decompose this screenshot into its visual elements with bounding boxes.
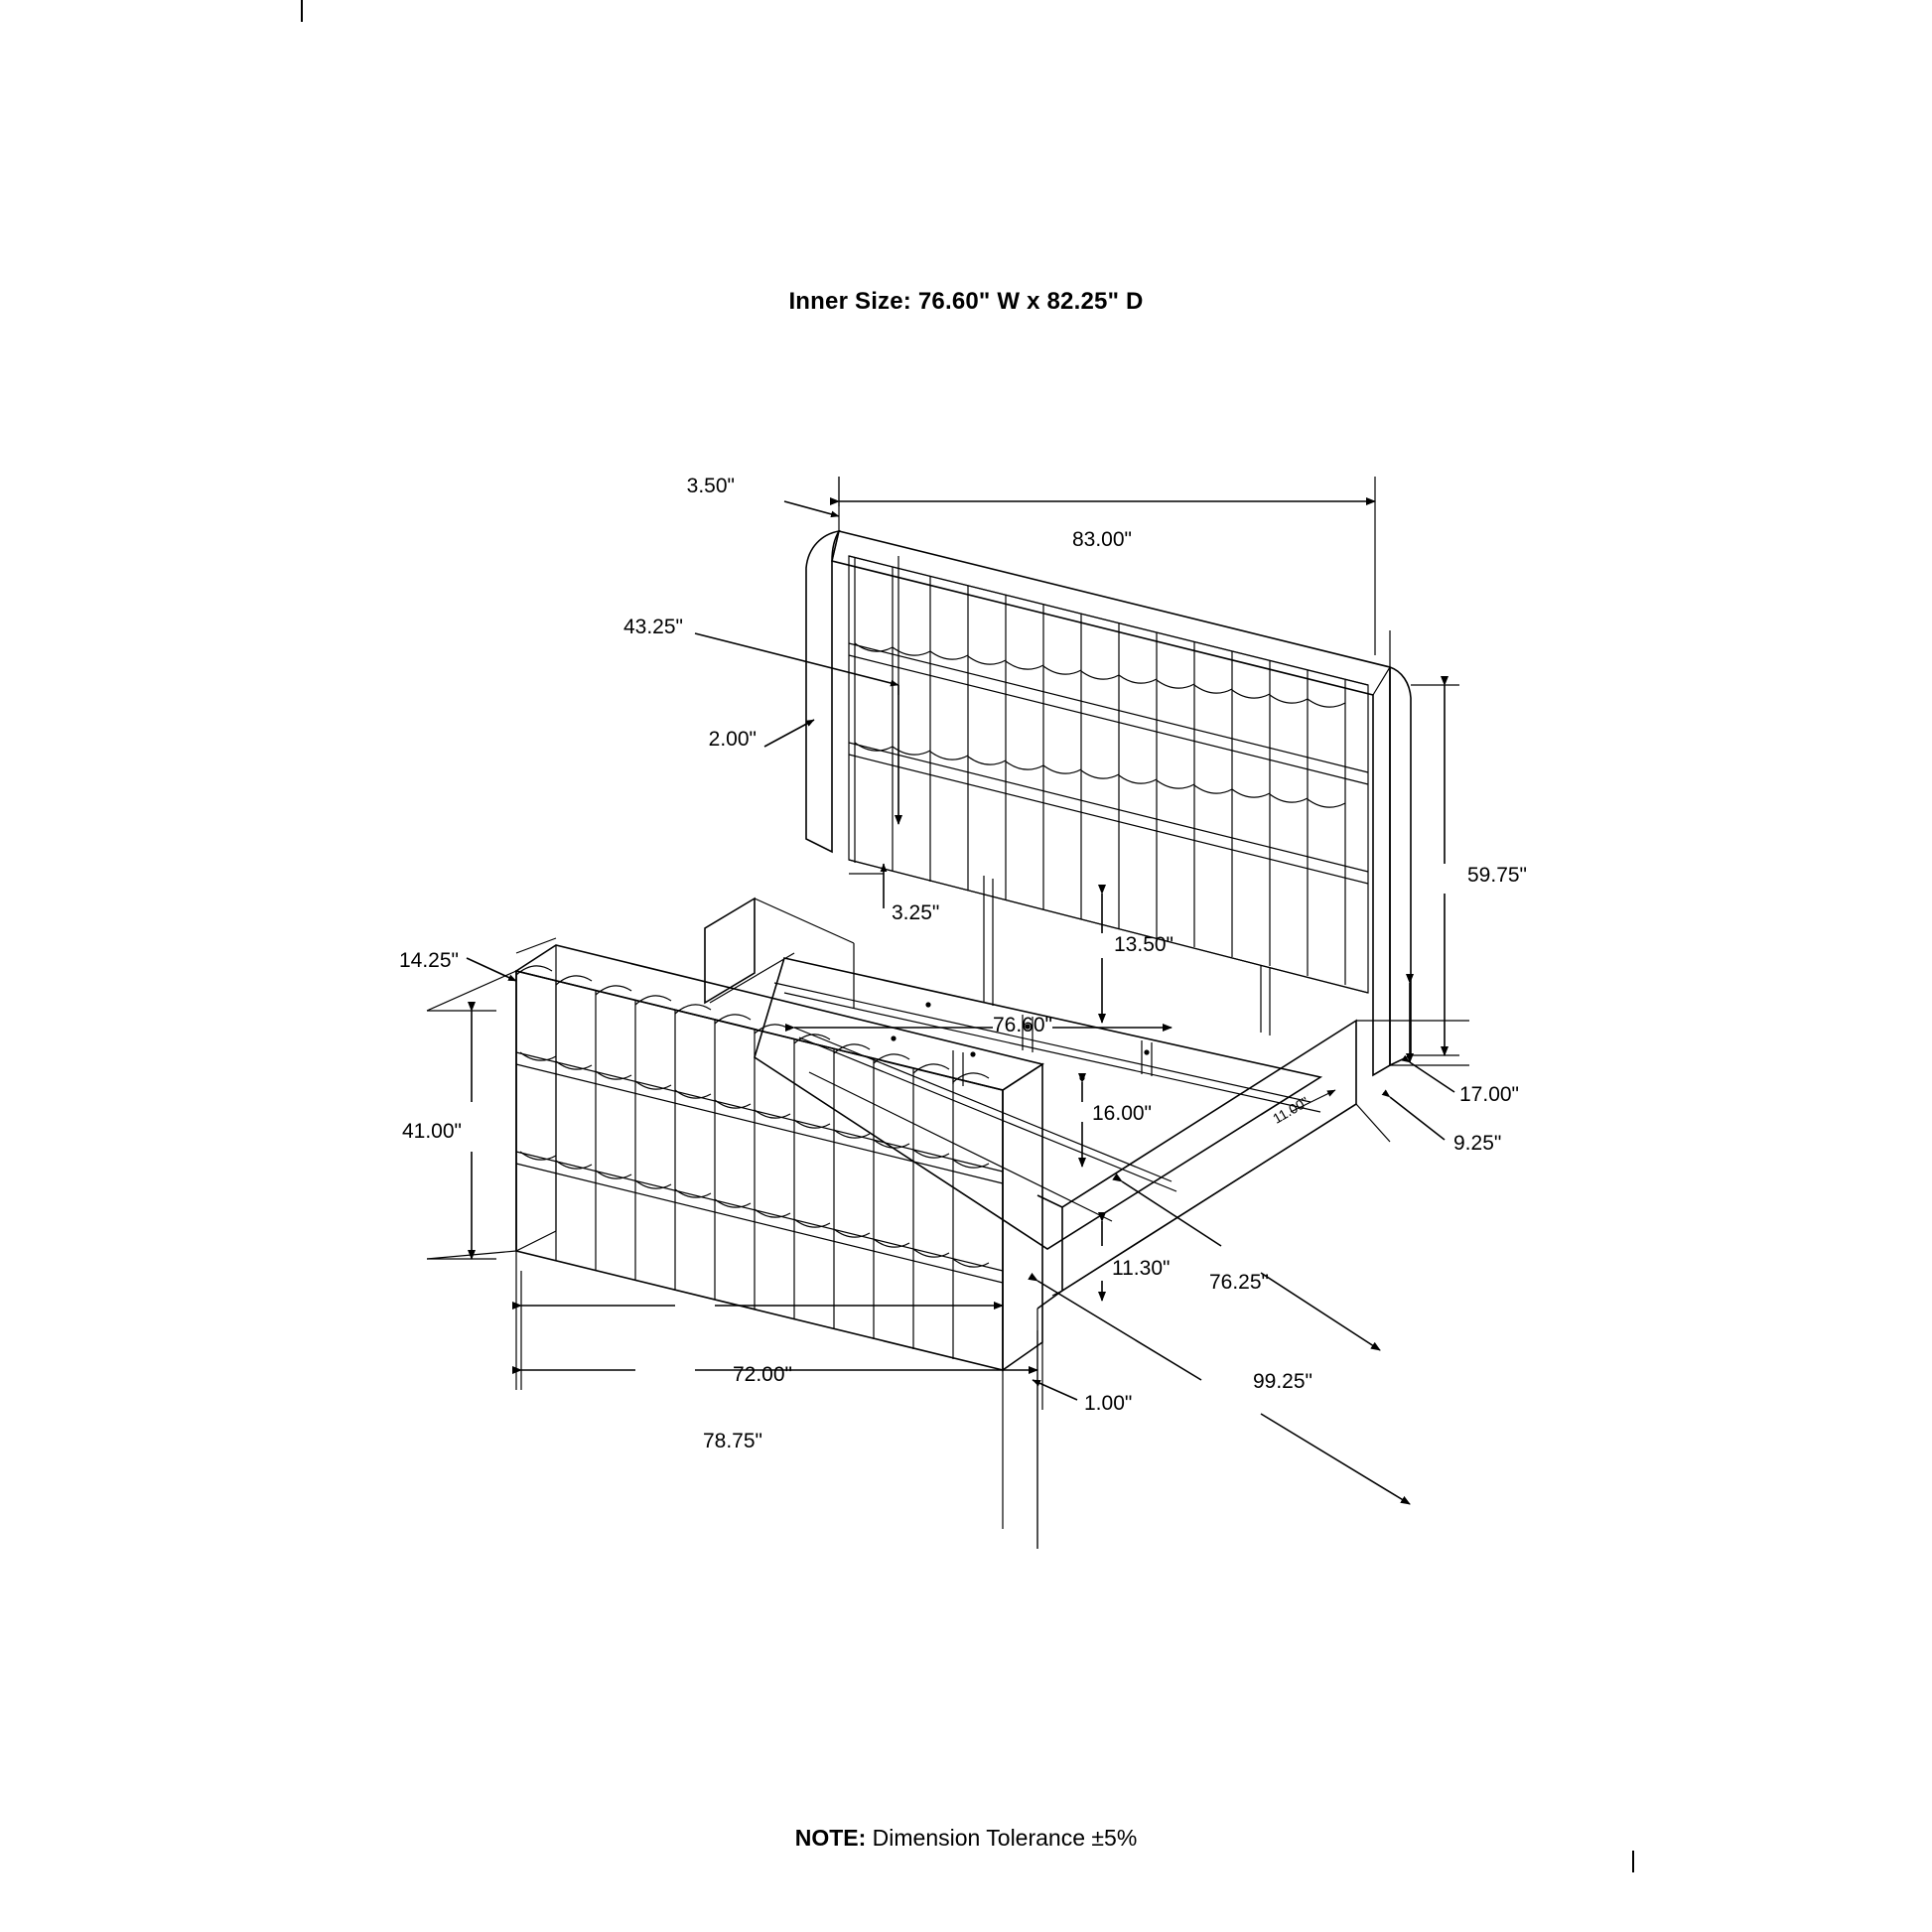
- dimension-11-00: 11.00": [1270, 1093, 1311, 1127]
- tolerance-note-text: Dimension Tolerance ±5%: [866, 1825, 1138, 1851]
- dimension-lines: [427, 477, 1469, 1549]
- dimension-99-25: 99.25": [1252, 1370, 1313, 1393]
- dimension-1-00: 1.00": [1084, 1392, 1133, 1415]
- dimension-13-50: 13.50": [1114, 933, 1174, 956]
- dimension-76-60: 76.60": [992, 1014, 1053, 1036]
- dimension-72-00: 72.00": [732, 1363, 793, 1386]
- page-title: Inner Size: 76.60" W x 82.25" D: [788, 288, 1144, 315]
- dimension-11-30: 11.30": [1112, 1257, 1171, 1280]
- dimension-3-50: 3.50": [686, 475, 735, 497]
- tolerance-note-label: NOTE:: [794, 1825, 867, 1851]
- headboard: [806, 531, 1411, 1075]
- dimension-59-75: 59.75": [1467, 864, 1528, 887]
- dimension-78-75: 78.75": [702, 1430, 763, 1452]
- dimension-9-25: 9.25": [1453, 1132, 1502, 1155]
- tolerance-note: [0, 1825, 1932, 1852]
- dimension-43-25: 43.25": [622, 616, 683, 638]
- dimension-3-25: 3.25": [892, 901, 940, 924]
- dimension-14-25: 14.25": [398, 949, 459, 972]
- dimension-2-00: 2.00": [708, 728, 757, 751]
- dimension-83-00: 83.00": [1071, 528, 1133, 551]
- bed-frame: [705, 898, 1356, 1309]
- dimension-41-00: 41.00": [401, 1120, 462, 1143]
- dimension-16-00: 16.00": [1092, 1102, 1153, 1125]
- dimension-76-25: 76.25": [1208, 1271, 1270, 1294]
- dimension-17-00: 17.00": [1459, 1083, 1520, 1106]
